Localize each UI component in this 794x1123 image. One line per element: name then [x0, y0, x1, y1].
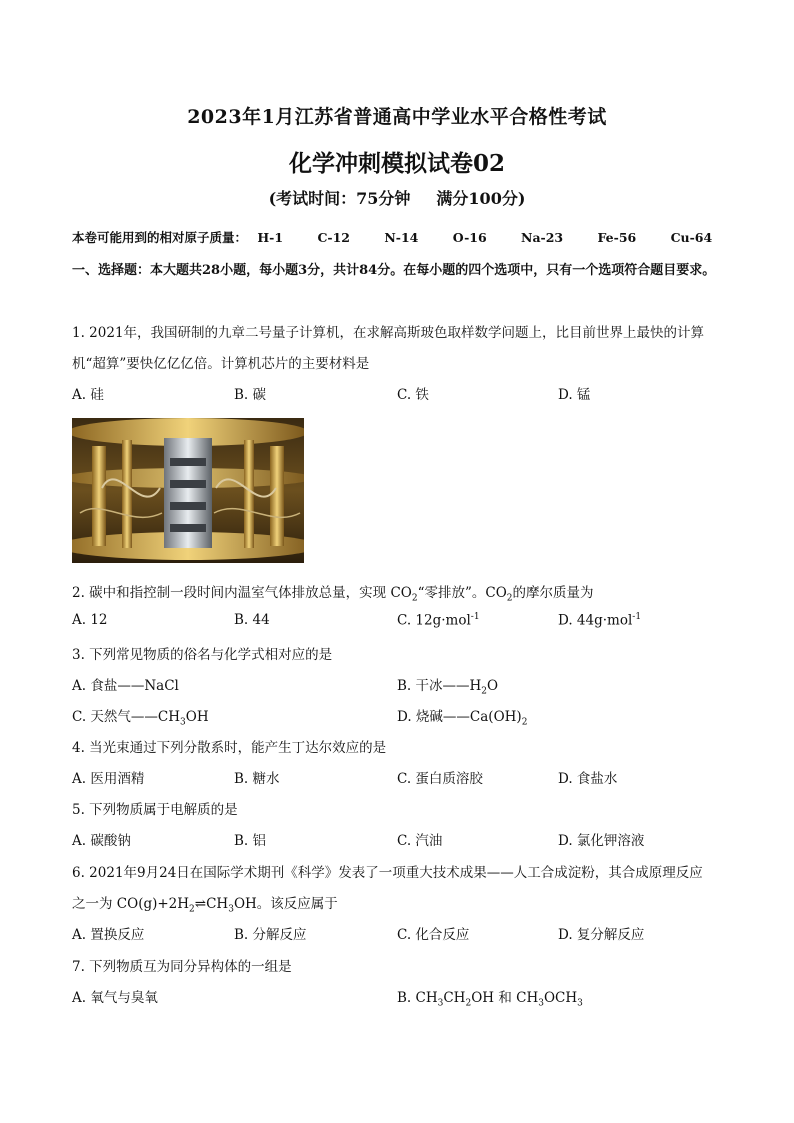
q6-option-b: B. 分解反应	[234, 927, 307, 943]
q6-stem-part: ⇌CH	[194, 896, 229, 912]
element-mass: Cu-64	[670, 230, 713, 245]
element-mass: C-12	[317, 230, 350, 245]
option-text: B. 干冰——H	[397, 678, 482, 694]
q5-option-d: D. 氯化钾溶液	[558, 833, 645, 849]
superscript: -1	[632, 612, 642, 622]
quantum-computer-photo	[72, 418, 304, 563]
q4-option-b: B. 糖水	[234, 771, 280, 787]
option-text: CH	[443, 990, 466, 1006]
subscript: 2	[506, 593, 513, 604]
q1-stem-line2: 机“超算”要快亿亿亿倍。计算机芯片的主要材料是	[72, 356, 370, 372]
subscript: 2	[411, 593, 418, 604]
q5-option-a: A. 碳酸钠	[72, 833, 131, 849]
q1-stem-line1: 1. 2021年，我国研制的九章二号量子计算机，在求解高斯玻色取样数学问题上，比目前世界上最快的计算	[72, 325, 705, 341]
q4-option-a: A. 医用酒精	[72, 771, 145, 787]
q4-option-c: C. 蛋白质溶胶	[397, 771, 483, 787]
q6-option-a: A. 置换反应	[72, 927, 145, 943]
superscript: -1	[470, 612, 480, 622]
option-text: C. 天然气——CH	[72, 709, 181, 725]
option-text: OH 和 CH	[471, 990, 539, 1006]
paper-title: 化学冲刺模拟试卷02	[288, 150, 505, 177]
element-mass: Fe-56	[597, 230, 637, 245]
option-text: D. 烧碱——Ca(OH)	[397, 709, 522, 725]
subscript: 3	[228, 904, 234, 915]
q7-option-a: A. 氧气与臭氧	[72, 990, 158, 1006]
subscript: 3	[538, 998, 544, 1009]
atomic-mass-label: 本卷可能用到的相对原子质量：	[72, 230, 248, 245]
q2-stem-part: 2. 碳中和指控制一段时间内温室气体排放总量，实现 CO	[72, 585, 412, 601]
q1-option-a: A. 硅	[72, 387, 104, 403]
q1-option-b: B. 碳	[234, 387, 267, 403]
q2-stem	[72, 581, 724, 604]
subscript: 3	[437, 998, 444, 1009]
subscript: 2	[465, 998, 472, 1009]
atomic-mass-line	[72, 228, 742, 246]
q2-option-d	[558, 612, 641, 629]
exam-title: 2023年1月江苏省普通高中学业水平合格性考试	[187, 106, 607, 128]
q3-option-a: A. 食盐——NaCl	[72, 678, 179, 694]
subscript: 2	[521, 717, 528, 728]
element-mass: H-1	[257, 230, 284, 245]
subscript: 2	[481, 686, 488, 697]
q1-option-c: C. 铁	[397, 387, 429, 403]
q6-option-d: D. 复分解反应	[558, 927, 645, 943]
q2-stem-part: 的摩尔质量为	[512, 585, 594, 601]
option-text: D. 44g·mol	[558, 612, 633, 629]
q5-stem: 5. 下列物质属于电解质的是	[72, 802, 238, 818]
q1-option-d: D. 锰	[558, 387, 591, 403]
q3-option-b	[397, 674, 498, 697]
q6-stem-line2	[72, 892, 724, 915]
section-instructions: 一、选择题：本大题共28小题，每小题3分，共计84分。在每小题的四个选项中，只有一个选项符合题目要求。	[72, 263, 716, 278]
subscript: 3	[180, 717, 186, 728]
q3-option-d	[397, 705, 527, 728]
element-mass: O-16	[452, 230, 487, 245]
exam-score: 满分100分)	[436, 189, 526, 208]
option-text: O	[487, 678, 499, 694]
q2-option-b: B. 44	[234, 612, 270, 628]
q6-stem-part: OH。该反应属于	[233, 896, 338, 912]
exam-time: (考试时间：75分钟	[268, 189, 411, 208]
q7-option-b	[397, 986, 583, 1009]
element-mass: N-14	[384, 230, 419, 245]
q5-option-c: C. 汽油	[397, 833, 443, 849]
q4-stem: 4. 当光束通过下列分散系时，能产生丁达尔效应的是	[72, 740, 387, 756]
q6-option-c: C. 化合反应	[397, 927, 470, 943]
element-mass: Na-23	[521, 230, 564, 245]
q3-option-c	[72, 705, 209, 728]
subscript: 2	[189, 904, 195, 915]
q2-option-c	[397, 612, 480, 629]
q7-stem: 7. 下列物质互为同分异构体的一组是	[72, 959, 292, 975]
q2-stem-part: “零排放”。CO	[417, 585, 507, 601]
q2-option-a: A. 12	[72, 612, 108, 628]
q5-option-b: B. 铝	[234, 833, 267, 849]
subscript: 3	[577, 998, 583, 1009]
q6-stem-part: 之一为 CO(g)+2H	[72, 896, 190, 912]
option-text: OH	[185, 709, 209, 725]
q4-option-d: D. 食盐水	[558, 771, 618, 787]
option-text: C. 12g·mol	[397, 612, 471, 629]
option-text: OCH	[543, 990, 578, 1006]
q3-stem: 3. 下列常见物质的俗名与化学式相对应的是	[72, 647, 333, 663]
q6-stem-line1: 6. 2021年9月24日在国际学术期刊《科学》发表了一项重大技术成果——人工合成淀粉，其合成原理反应	[72, 865, 703, 881]
exam-info	[0, 186, 794, 209]
option-text: B. CH	[397, 990, 438, 1006]
